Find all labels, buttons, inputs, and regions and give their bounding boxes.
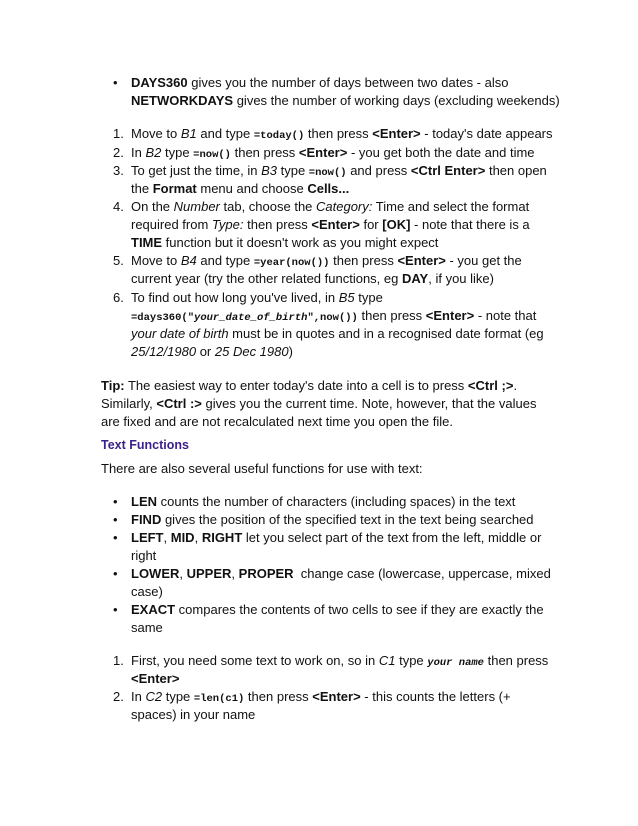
step-number: 4. [113,199,124,214]
step-number: 6. [113,290,124,305]
text: Similarly, [101,396,157,411]
text: change case (lowercase, uppercase, mixed [293,566,551,581]
function-name: LEN [131,494,157,509]
text: On the [131,199,174,214]
text: gives you the number of days between two dates - also [187,75,509,90]
bullet-case-line2: case) [131,584,163,599]
step6-line3 [131,325,544,343]
function-name: PROPER [238,566,294,581]
formula: =year(now()) [253,257,330,269]
formula: =now() [308,167,347,179]
text: the [131,181,153,196]
text: , [163,530,171,545]
bullet-left-mid-right-line1 [131,529,541,547]
date-example: 25/12/1980 [131,344,197,359]
tip-line2 [101,395,536,413]
text: - you get both the date and time [347,145,535,160]
text: then press [304,126,373,141]
bullet-days360-line1 [131,74,508,92]
key-name: <Ctrl :> [156,396,202,411]
text: type [354,290,383,305]
bullet-days360-line2 [131,92,560,110]
step5-line2 [131,270,494,288]
text: and type [196,253,254,268]
function-name: RIGHT [201,530,243,545]
function-name: EXACT [131,602,176,617]
cell-ref: C2 [145,689,163,704]
key-name: <Enter> [397,253,446,268]
menu-item-name: Cells... [307,181,350,196]
text: - today's date appears [420,126,553,141]
text: required from [131,217,212,232]
step4-line2 [131,216,530,234]
text: type [395,653,428,668]
bullet-exact-line2: same [131,620,163,635]
key-name: <Enter> [131,671,180,686]
text: or [196,344,215,359]
bullet-dot: • [113,602,118,617]
step-number: 2. [113,145,124,160]
key-name: <Enter> [372,126,421,141]
bullet-len [131,493,515,511]
text: To find out how long you've lived, in [131,290,339,305]
text: then press [243,217,312,232]
function-name: FIND [131,512,162,527]
function-name: DAY [401,271,429,286]
step6-line1 [131,289,383,307]
formula-part: ",now()) [307,312,358,324]
formula [131,312,358,324]
key-name: <Enter> [312,689,361,704]
text: First, you need some text to work on, so in [131,653,379,668]
field-name: Type: [211,217,244,232]
step6-line4 [131,343,293,361]
function-name: MID [170,530,195,545]
input-text: your name [427,657,484,669]
bullet-dot: • [113,530,118,545]
text: type [276,163,309,178]
bullet-dot: • [113,566,118,581]
text: then press [357,308,426,323]
step6-line2 [131,307,536,327]
cell-ref: B1 [180,126,197,141]
text: ) [288,344,293,359]
key-name: <Ctrl ;> [467,378,514,393]
formula: =now() [193,149,231,161]
bullet-exact-line1 [131,601,544,619]
step-number: 2. [113,689,124,704]
step-number: 1. [113,126,124,141]
tab-name: Number [173,199,220,214]
section-heading: Text Functions [101,438,189,452]
text: gives the position of the specified text in the text being searched [161,512,534,527]
bullet-left-mid-right-line2: right [131,548,157,563]
field-name: Category: [316,199,373,214]
text: are fixed and are not recalculated next time you open the file. [101,414,453,429]
step1-line [131,125,553,145]
text: and type [196,126,254,141]
text: - this counts the letters (+ [360,689,511,704]
text: then press [329,253,398,268]
text: let you select part of the text from the left, middle or [242,530,542,545]
key-name: <Ctrl Enter> [410,163,486,178]
text-step1-line2 [131,670,179,688]
tip-label: Tip: [101,378,125,393]
text: type [161,145,194,160]
italic-text: your date of birth [131,326,229,341]
text: Time and select the format [372,199,530,214]
tip-line1 [101,377,517,395]
text: tab, choose the [219,199,317,214]
function-name: UPPER [186,566,232,581]
text: and press [346,163,411,178]
cell-ref: C1 [378,653,396,668]
text: Move to [131,126,181,141]
text: menu and choose [196,181,308,196]
text: then press [483,653,549,668]
bullet-dot: • [113,75,118,90]
text: In [131,145,146,160]
text: The easiest way to enter today's date into a cell is to press [124,378,468,393]
text: In [131,689,146,704]
key-name: <Enter> [311,217,360,232]
text: then open [485,163,547,178]
step2-line [131,144,535,164]
cell-ref: B5 [338,290,355,305]
text: - you get the [445,253,522,268]
tip-line3 [101,413,453,431]
date-example: 25 Dec 1980 [214,344,289,359]
text: then press [230,145,299,160]
intro-paragraph: There are also several useful functions for use with text: [101,461,423,476]
step-number: 3. [113,163,124,178]
step3-line1 [131,162,547,182]
text: compares the contents of two cells to see if they are exactly the [175,602,544,617]
text: , [231,566,239,581]
step3-line2 [131,180,349,198]
text-step2-line1 [131,688,511,708]
text: counts the number of characters (including spaces) in the text [157,494,516,509]
text: - note that there is a [410,217,530,232]
key-name: <Enter> [425,308,475,323]
text: then press [244,689,313,704]
text: type [162,689,194,704]
text-step1-line1 [131,652,548,672]
button-name: [OK] [382,217,411,232]
bullet-dot: • [113,512,118,527]
formula: =len(c1) [193,693,245,705]
text: , [194,530,202,545]
formula-part: =days360(" [131,312,195,324]
cell-ref: B2 [145,145,162,160]
function-name: LEFT [131,530,164,545]
text: for [359,217,383,232]
text-step2-line2: spaces) in your name [131,707,256,722]
step-number: 5. [113,253,124,268]
function-name: LOWER [131,566,180,581]
step4-line1 [131,198,529,216]
cell-ref: B4 [180,253,197,268]
text: must be in quotes and in a recognised date format (eg [228,326,544,341]
text: gives the number of working days (excluding weekends) [233,93,560,108]
text: - note that [474,308,537,323]
function-name: NETWORKDAYS [131,93,234,108]
step-number: 1. [113,653,124,668]
formula-placeholder: your_date_of_birth [194,312,308,324]
bullet-case-line1 [131,565,551,583]
text: . [513,378,518,393]
text: , if you like) [428,271,494,286]
step4-line3 [131,234,438,252]
function-name: DAYS360 [131,75,188,90]
formula: =today() [253,130,305,142]
bullet-dot: • [113,494,118,509]
text: current year (try the other related functions, eg [131,271,402,286]
text: , [179,566,187,581]
text: function but it doesn't work as you might expect [162,235,439,250]
step5-line1 [131,252,522,272]
cell-ref: B3 [261,163,277,178]
menu-name: Format [152,181,197,196]
text: To get just the time, in [131,163,262,178]
function-name: TIME [131,235,163,250]
text: gives you the current time. Note, however, that the values [201,396,537,411]
bullet-find [131,511,534,529]
text: Move to [131,253,181,268]
key-name: <Enter> [298,145,348,160]
